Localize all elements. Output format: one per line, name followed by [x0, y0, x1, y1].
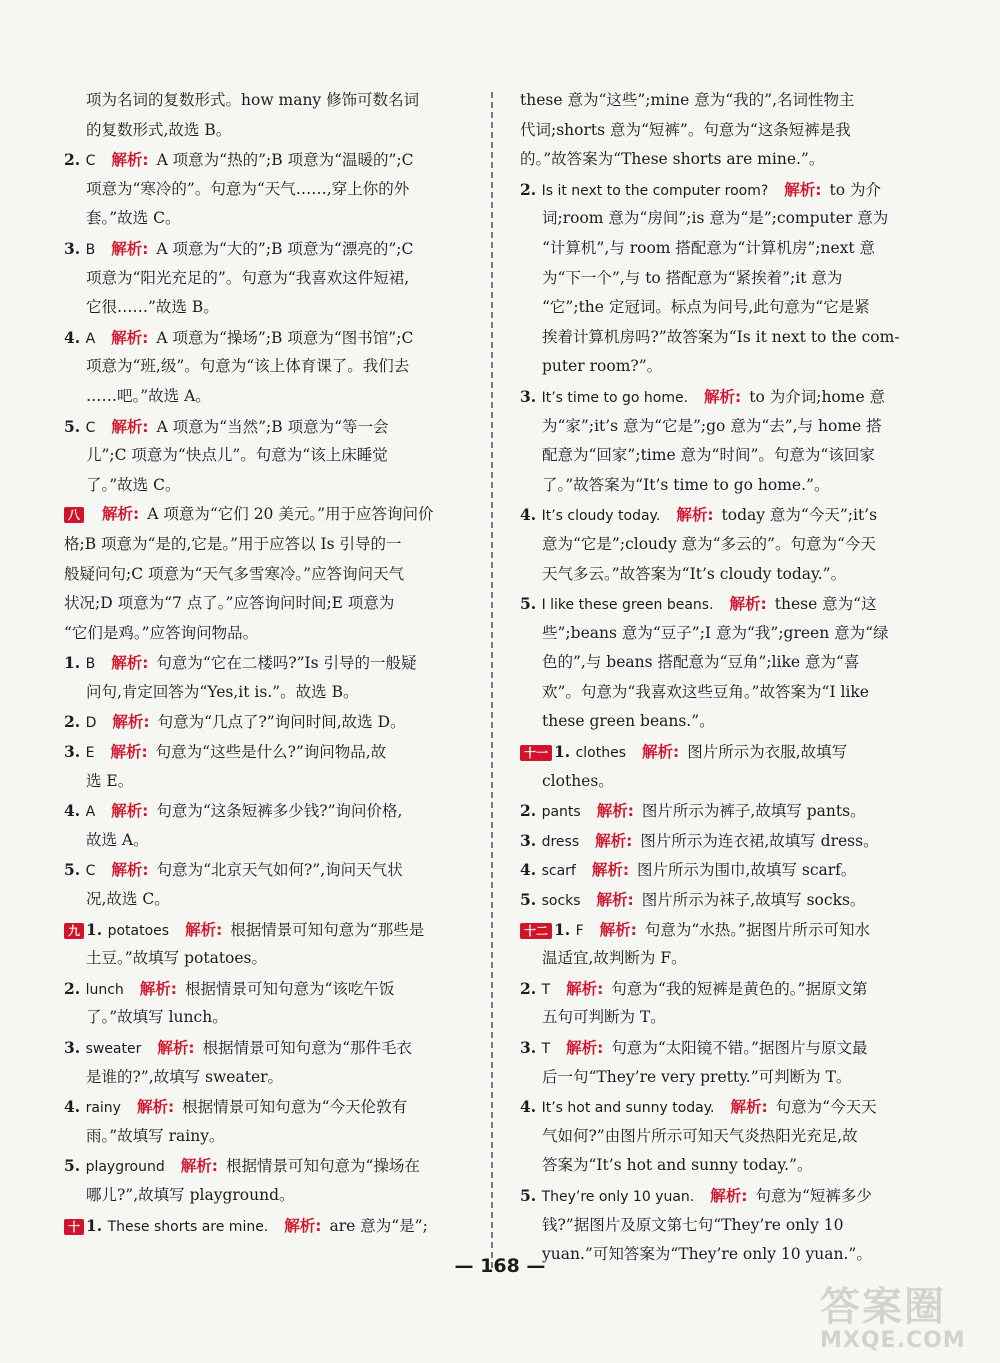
text-line	[64, 1151, 484, 1181]
line-text: 的。”故答案为“These shorts are mine.”。	[520, 150, 825, 169]
text-line	[520, 619, 940, 649]
answer-text: A	[85, 330, 96, 347]
text-line	[520, 382, 940, 412]
answer-text: It’s time to go home.	[541, 389, 689, 406]
line-text: 为“下一个”,与 to 搭配意为“紧挨着”;it 意为	[542, 268, 843, 287]
item-number: 1.	[86, 919, 108, 939]
analysis-label: 解析:	[642, 743, 680, 762]
analysis-label: 解析:	[112, 713, 150, 732]
item-number: 1.	[554, 742, 576, 762]
line-text: 句意为“水热。”据图片所示可知水	[644, 920, 870, 939]
item-number: 3.	[520, 386, 542, 406]
item-number: 1.	[554, 919, 576, 939]
text-line	[520, 1181, 940, 1211]
line-text: 色的”,与 beans 搭配意为“豆角”;like 意为“喜	[542, 653, 860, 672]
text-line	[64, 293, 484, 323]
text-line	[64, 1211, 484, 1241]
item-number: 2.	[520, 801, 542, 821]
line-text: 句意为“这些是什么?”询问物品,故	[155, 743, 387, 762]
answer-text: It’s cloudy today.	[541, 508, 661, 525]
item-number: 4.	[520, 1097, 542, 1117]
item-number: 2.	[520, 978, 542, 998]
line-text: these green beans.”。	[542, 712, 715, 731]
item-number: 1.	[86, 1215, 108, 1235]
text-line	[520, 293, 940, 323]
text-line	[64, 1003, 484, 1033]
text-line	[520, 826, 940, 856]
analysis-label: 解析:	[704, 387, 742, 406]
text-line	[64, 560, 484, 590]
text-line	[520, 796, 940, 826]
analysis-label: 解析:	[596, 802, 634, 821]
analysis-label: 解析:	[111, 328, 149, 347]
answer-text: C	[85, 419, 96, 436]
line-text: 图片所示为衣服,故填写	[687, 743, 848, 762]
text-line	[64, 944, 484, 974]
line-text: A 项意为“大的”;B 项意为“漂亮的”;C	[156, 239, 414, 258]
text-line	[64, 86, 484, 116]
line-text: 后一句“They’re very pretty.”可判断为 T。	[542, 1067, 852, 1086]
item-number: 2.	[64, 978, 86, 998]
item-number: 3.	[520, 830, 542, 850]
text-line	[520, 1211, 940, 1241]
text-line	[520, 234, 940, 264]
item-number: 4.	[64, 1097, 86, 1117]
line-text: 般疑问句;C 项意为“天气多雪寒冷。”应答询问天气	[64, 564, 405, 583]
answer-text: Is it next to the computer room?	[541, 182, 769, 199]
text-line	[520, 1092, 940, 1122]
text-line	[520, 412, 940, 442]
line-text: 根据情景可知句意为“那件毛衣	[202, 1039, 413, 1057]
analysis-label: 解析:	[284, 1216, 322, 1235]
line-text: 它很……”故选 B。	[86, 298, 219, 317]
analysis-label: 解析:	[111, 151, 149, 170]
item-number: 3.	[64, 1038, 86, 1057]
analysis-label: 解析:	[157, 1039, 195, 1057]
answer-text: These shorts are mine.	[107, 1218, 269, 1235]
analysis-label: 解析:	[111, 417, 149, 436]
text-line	[520, 737, 940, 767]
item-number: 4.	[64, 327, 86, 347]
answer-text: rainy	[85, 1100, 121, 1117]
answer-text: dress	[541, 833, 580, 850]
line-text: 挨着计算机房吗?”故答案为“Is it next to the com-	[542, 327, 900, 346]
text-line	[64, 175, 484, 205]
text-line	[64, 471, 484, 501]
line-text: 根据情景可知句意为“该吃午饭	[185, 979, 395, 998]
line-text: these 意为“这	[774, 595, 877, 614]
page-number: — 168 —	[454, 1255, 546, 1277]
text-line	[64, 1181, 484, 1211]
line-text: “它”;the 定冠词。标点为问号,此句意为“它是紧	[542, 298, 870, 317]
line-text: 句意为“今天天	[775, 1098, 877, 1117]
line-text: today 意为“今天”;it’s	[721, 506, 878, 525]
line-text: 五句可判断为 T。	[542, 1008, 666, 1027]
section-badge: 八	[64, 507, 84, 523]
analysis-label: 解析:	[596, 891, 634, 910]
text-line	[64, 974, 484, 1004]
line-text: 根据情景可知句意为“那些是	[230, 920, 425, 939]
text-line	[64, 796, 484, 826]
line-text: 气如何?”由图片所示可知天气炎热阳光充足,故	[542, 1126, 858, 1145]
text-line	[520, 530, 940, 560]
analysis-label: 解析:	[784, 180, 822, 199]
item-number: 1.	[64, 653, 86, 673]
answer-text: T	[541, 981, 551, 998]
line-text: 句意为“我的短裤是黄色的。”据原文第	[611, 979, 868, 998]
text-line	[64, 441, 484, 471]
line-text: 项意为“阳光充足的”。句意为“我喜欢这件短裙,	[86, 268, 410, 287]
section-badge: 十	[64, 1219, 84, 1235]
line-text: 天气多云。”故答案为“It’s cloudy today.”。	[542, 564, 847, 583]
text-line	[64, 116, 484, 146]
text-line	[520, 589, 940, 619]
line-text: 选 E。	[86, 771, 134, 790]
text-line	[64, 234, 484, 264]
analysis-label: 解析:	[102, 505, 140, 524]
analysis-label: 解析:	[566, 979, 604, 998]
text-line	[520, 264, 940, 294]
line-text: are 意为“是”;	[329, 1216, 428, 1235]
line-text: 句意为“短裤多少	[755, 1186, 872, 1205]
text-line	[520, 767, 940, 797]
watermark-logo	[820, 1275, 1000, 1355]
text-line	[520, 915, 940, 945]
answer-text: I like these green beans.	[541, 597, 714, 614]
text-line	[520, 560, 940, 590]
line-text: 哪儿?”,故填写 playground。	[86, 1185, 295, 1204]
text-line	[520, 885, 940, 915]
analysis-label: 解析:	[111, 861, 149, 880]
text-line	[520, 678, 940, 708]
section-badge: 九	[64, 923, 84, 939]
text-line	[520, 352, 940, 382]
answer-text: C	[85, 863, 96, 880]
line-text: 些”;beans 意为“豆子”;I 意为“我”;green 意为“绿	[542, 623, 889, 642]
line-text: 项意为“寒冷的”。句意为“天气……,穿上你的外	[86, 179, 410, 198]
answer-text: lunch	[85, 981, 124, 998]
text-line	[520, 204, 940, 234]
line-text: 句意为“北京天气如何?”,询问天气状	[156, 861, 403, 880]
line-text: 项为名词的复数形式。how many 修饰可数名词	[86, 91, 420, 109]
answer-text: It’s hot and sunny today.	[541, 1100, 715, 1117]
line-text: 句意为“太阳镜不错。”据图片与原文最	[611, 1039, 868, 1057]
answer-text: potatoes	[107, 922, 170, 939]
line-text: 钱?”据图片及原文第七句“They’re only 10	[542, 1215, 844, 1234]
text-line	[520, 500, 940, 530]
text-line	[520, 175, 940, 205]
line-text: 欢”。句意为“我喜欢这些豆角。”故答案为“I like	[542, 682, 869, 701]
text-line	[520, 974, 940, 1004]
text-line	[520, 441, 940, 471]
line-text: clothes。	[542, 771, 614, 790]
item-number: 2.	[64, 150, 86, 170]
text-line	[64, 1063, 484, 1093]
text-line	[520, 86, 940, 116]
answer-text: E	[85, 745, 95, 762]
line-text: A 项意为“当然”;B 项意为“等一会	[156, 417, 389, 436]
item-number: 3.	[64, 742, 86, 762]
answer-text: D	[85, 715, 97, 732]
right-column	[520, 86, 940, 1270]
text-line	[64, 204, 484, 234]
text-line	[64, 323, 484, 353]
analysis-label: 解析:	[730, 1098, 768, 1117]
text-line	[520, 1122, 940, 1152]
text-line	[64, 826, 484, 856]
analysis-label: 解析:	[111, 802, 149, 821]
text-line	[64, 352, 484, 382]
line-text: 答案为“It’s hot and sunny today.”。	[542, 1156, 813, 1175]
line-text: 配意为“回家”;time 意为“时间”。句意为“该回家	[542, 446, 875, 465]
line-text: puter room?”。	[542, 357, 663, 376]
line-text: 套。”故选 C。	[86, 209, 181, 228]
text-line	[64, 382, 484, 412]
analysis-label: 解析:	[676, 506, 714, 525]
item-number: 4.	[520, 860, 542, 880]
answer-text: playground	[85, 1159, 165, 1176]
line-text: 图片所示为裤子,故填写 pants。	[641, 802, 866, 821]
text-line	[520, 707, 940, 737]
text-line	[64, 648, 484, 678]
left-column	[64, 86, 484, 1240]
answer-text: B	[85, 241, 96, 258]
analysis-label: 解析:	[710, 1186, 748, 1205]
text-line	[64, 707, 484, 737]
analysis-label: 解析:	[599, 920, 637, 939]
text-line	[64, 885, 484, 915]
text-line	[64, 915, 484, 945]
line-text: 根据情景可知句意为“今天伦敦有	[182, 1098, 408, 1117]
analysis-label: 解析:	[139, 979, 177, 998]
line-text: 温适宜,故判断为 F。	[542, 949, 687, 968]
line-text: 意为“它是”;cloudy 意为“多云的”。句意为“今天	[542, 534, 876, 553]
line-text: 了。”故填写 lunch。	[86, 1008, 228, 1027]
item-number: 5.	[520, 594, 542, 614]
line-text: 图片所示为袜子,故填写 socks。	[641, 891, 866, 910]
text-line	[520, 116, 940, 146]
item-number: 2.	[64, 712, 86, 732]
analysis-label: 解析:	[180, 1157, 218, 1176]
line-text: 儿”;C 项意为“快点儿”。句意为“该上床睡觉	[86, 446, 388, 465]
line-text: 根据情景可知句意为“操场在	[225, 1157, 420, 1176]
answer-text: scarf	[541, 863, 576, 880]
text-line	[520, 1033, 940, 1063]
line-text: 图片所示为围巾,故填写 scarf。	[637, 861, 857, 880]
answer-text: pants	[541, 804, 581, 821]
line-text: ……吧。”故选 A。	[86, 386, 211, 405]
answer-text: A	[85, 804, 96, 821]
text-line	[520, 855, 940, 885]
line-text: “计算机”,与 room 搭配意为“计算机房”;next 意	[542, 238, 876, 257]
answer-text: clothes	[575, 745, 627, 762]
item-number: 5.	[64, 860, 86, 880]
text-line	[64, 855, 484, 885]
text-line	[64, 500, 484, 530]
line-text: to 为介	[829, 180, 881, 199]
section-badge: 十二	[520, 923, 552, 939]
text-line	[64, 1122, 484, 1152]
analysis-label: 解析:	[110, 743, 148, 762]
line-text: 况,故选 C。	[86, 890, 170, 909]
analysis-label: 解析:	[595, 831, 633, 850]
text-line	[520, 323, 940, 353]
text-line	[64, 412, 484, 442]
line-text: these 意为“这些”;mine 意为“我的”,名词性物主	[520, 91, 855, 109]
item-number: 2.	[520, 179, 542, 199]
line-text: 代词;shorts 意为“短裤”。句意为“这条短裤是我	[520, 120, 851, 139]
text-line	[520, 1003, 940, 1033]
text-line	[64, 737, 484, 767]
analysis-label: 解析:	[185, 920, 223, 939]
item-number: 3.	[64, 238, 86, 258]
analysis-label: 解析:	[136, 1098, 175, 1117]
line-text: 为“家”;it’s 意为“它是”;go 意为“去”,与 home 搭	[542, 416, 882, 435]
line-text: 故选 A。	[86, 830, 149, 849]
watermark-line1: 答案圈	[820, 1284, 946, 1330]
answer-text: sweater	[85, 1041, 142, 1057]
text-line	[520, 1063, 940, 1093]
line-text: “它们是鸡。”应答询问物品。	[64, 623, 259, 642]
line-text: A 项意为“操场”;B 项意为“图书馆”;C	[156, 328, 414, 347]
line-text: to 为介词;home 意	[749, 387, 886, 406]
line-text: 雨。”故填写 rainy。	[86, 1126, 225, 1145]
item-number: 3.	[520, 1038, 542, 1057]
column-divider	[491, 92, 493, 1268]
line-text: 土豆。”故填写 potatoes。	[86, 949, 268, 968]
item-number: 5.	[520, 890, 542, 910]
text-line	[64, 145, 484, 175]
line-text: 了。”故选 C。	[86, 475, 181, 494]
line-text: 状况;D 项意为“7 点了。”应答询问时间;E 项意为	[64, 594, 395, 613]
line-text: 词;room 意为“房间”;is 意为“是”;computer 意为	[542, 209, 889, 228]
line-text: 图片所示为连衣裙,故填写 dress。	[640, 831, 879, 850]
line-text: 问句,肯定回答为“Yes,it is.”。故选 B。	[86, 682, 359, 701]
text-line	[64, 1092, 484, 1122]
watermark-line2: MXQE.COM	[820, 1328, 966, 1353]
text-line	[520, 1151, 940, 1181]
text-line	[64, 530, 484, 560]
analysis-label: 解析:	[566, 1039, 604, 1057]
text-line	[520, 471, 940, 501]
line-text: 的复数形式,故选 B。	[86, 120, 232, 139]
answer-text: C	[85, 153, 96, 170]
line-text: 格;B 项意为“是的,它是。”用于应答以 Is 引导的一	[64, 534, 402, 553]
answer-text: They’re only 10 yuan.	[541, 1188, 695, 1205]
answer-text: B	[85, 656, 96, 673]
analysis-label: 解析:	[591, 861, 630, 880]
text-line	[64, 1033, 484, 1063]
answer-text: F	[575, 922, 584, 939]
text-line	[64, 619, 484, 649]
text-line	[520, 944, 940, 974]
text-line	[64, 589, 484, 619]
line-text: A 项意为“它们 20 美元。”用于应答询问价	[147, 505, 434, 524]
text-line	[64, 264, 484, 294]
item-number: 5.	[520, 1185, 542, 1205]
item-number: 4.	[520, 505, 542, 525]
item-number: 4.	[64, 801, 86, 821]
text-line	[64, 767, 484, 797]
line-text: 是谁的?”,故填写 sweater。	[86, 1067, 284, 1086]
text-line	[64, 678, 484, 708]
analysis-label: 解析:	[729, 595, 767, 614]
answer-text: T	[541, 1041, 551, 1057]
line-text: 句意为“这条短裤多少钱?”询问价格,	[156, 802, 403, 821]
analysis-label: 解析:	[111, 239, 149, 258]
line-text: yuan.”可知答案为“They’re only 10 yuan.”。	[542, 1245, 872, 1264]
item-number: 5.	[64, 1156, 86, 1176]
line-text: A 项意为“热的”;B 项意为“温暖的”;C	[156, 151, 414, 170]
line-text: 了。”故答案为“It’s time to go home.”。	[542, 475, 830, 494]
line-text: 项意为“班,级”。句意为“该上体育课了。我们去	[86, 357, 410, 376]
line-text: 句意为“几点了?”询问时间,故选 D。	[157, 713, 406, 732]
section-badge: 十一	[520, 745, 552, 761]
line-text: 句意为“它在二楼吗?”Is 引导的一般疑	[156, 654, 417, 673]
text-line	[520, 648, 940, 678]
analysis-label: 解析:	[111, 654, 149, 673]
item-number: 5.	[64, 416, 86, 436]
text-line	[520, 145, 940, 175]
answer-text: socks	[541, 893, 581, 910]
